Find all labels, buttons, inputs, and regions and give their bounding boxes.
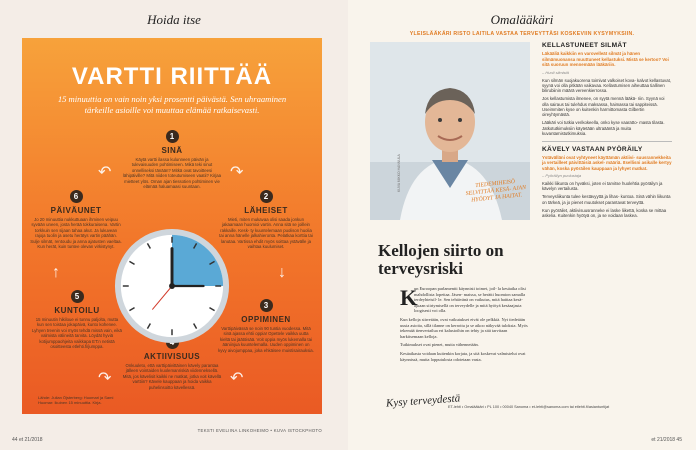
arrow-icon: ↷	[230, 164, 244, 181]
step-number: 5	[71, 290, 84, 303]
right-page	[348, 0, 696, 450]
signoff: Kysy terveydestä	[385, 392, 461, 410]
step-2	[218, 186, 314, 249]
step-body: 15 minuutin hikiloue ei tunnu paljolta, mutta kun sen toistaa jokapäivä, kunto kohenee. Lyhyen treenin voi myös tehdä missä vain, eikä valmista välineitä tarvita. Löydät hyviä kotijumppaohjeita vaikkapa ET:n netistä osoitteesta etlehti.fi/jumppa.	[32, 317, 122, 350]
step-title: AKTIIVISUUS	[143, 352, 201, 361]
step-body: Käytä vartti ilassa kulunneen päivän ja tulevaisuuden pohtimiseen. Mikä teki sinut onnelliseksi tänään? Mitkä ovat tavoitteesi lähipäiville? Mitä niiden toteutumiseen vaatii? Kirjaa mietteet ylös. Oman ajan tiessotien pohtiminen vie elämää haluamaasi suuntaan.	[122, 157, 222, 190]
step-1	[122, 126, 222, 189]
qa-asker: – Pyöräilyn puolustaja	[542, 173, 582, 179]
step-number: 3	[260, 299, 273, 312]
qa-question: Ystävälläni ovat vyhtyneet käyttämän aktiivi- suusrannekkeita ja vertailleet päivittäisiä askel- määriä. Itsellisni asikalle kertyy vähän, koska pyöräilen kauppaan ja lyhyet matkat.	[542, 154, 672, 171]
arrow-icon: ↶	[230, 370, 244, 387]
arrow-icon: ↑	[52, 264, 60, 281]
answer-paragraph: Terveysliikunta tulee kestävyyttä ja lihas- kuntoa. Sinä vähin liikunta on tärkeä, ja jo pienet muutokset parantavat terveyttä.	[542, 194, 671, 205]
qa-asker: – Huoli silmistä	[542, 69, 569, 75]
pull-quote: TIEDEMIHEISÖ SELVITTÄÄ KESÄ- AJAN HYÖDYT JA HAITAT.	[465, 178, 527, 204]
page-number-right: et 21/2018 45	[651, 437, 682, 443]
answer-paragraph: Kaikki liikunta on hyväksi, joten ei tarvitse huolehtia pyöräilyn ja kävelyn vertailusta.	[542, 181, 663, 192]
arrow-icon: ↷	[98, 370, 112, 387]
page-number-left: 44 et 21/2018	[12, 437, 43, 443]
article-paragraph: un Euroopan parlamentti käynnisti toimet, joil- la kesäaika olisi mahdollista lopettaa. Jäsen- maissa, se herätti huomion samalla terdeyhteisil- le. Sen tehtävänä on vaikutus, mitä haittaa kesä- ajkaan siirtymisellä on terveydelle ja mitä hyötyä kesäaajasta loogisesti voi olla.	[414, 286, 526, 314]
qa-item	[542, 146, 672, 219]
step-number: 6	[70, 190, 83, 203]
step-title: LÄHEISET	[244, 206, 288, 215]
photo-credit: KUVA MIKKO HANNULA	[397, 154, 401, 192]
answer-paragraph: Jos kellastumista ilmenee, on syytä mennä lääkä- riin. Syynä voi olla sairaus tai tulehdus maksassa, haimassa tai sappiteissä. Useimmiten kyse on kuitenkin harmittomasta Gilbertin oireyhtymästä.	[542, 96, 665, 118]
step-body: Varttipäivässä se noin 90 tuntia vuodessa. Mitä sinä ajassa ehtii oppia! Opettele vaikka uutta kieltä tai jäätöisää. Voit oppia myös lukemalla tai ääniinjua kuuntelemalla. Uuden oppiminen on kyvy aivojumppaa, joka ehkäisee muistisairauksia.	[218, 326, 314, 353]
infographic-panel	[22, 38, 322, 414]
drop-cap: K	[400, 285, 418, 310]
step-number: 2	[260, 190, 273, 203]
infographic-title: VARTTI RIITTÄÄ	[71, 63, 273, 90]
step-title: KUNTOILU	[54, 306, 100, 315]
qa-title: KÄVELY VASTAAN PYÖRÄILY	[542, 145, 643, 153]
qa-title: KELLASTUNEET SILMÄT	[542, 42, 627, 49]
arrow-icon: ↶	[98, 164, 112, 181]
qa-question: Läkääliä kaikkiin en varovelleät silmät ja hänen silmämuonansa muuttuneet kellastuksi. Mistä se kertoo? Voi sitä suoruun mennemään lääkäriin.	[542, 51, 669, 67]
divider	[542, 141, 672, 142]
step-body: Onkuuleto, että varttipäivittäinen kävely parantaa jälleen vointaiden kuolemanriskiä viidenneksellä. Mitä, jos kävelisit kaikki ne matkat, jotka voit kävellä varttiin? Kävele kauppaan ja hoida vaikka puhelinsoitto kävellessä.	[122, 363, 222, 390]
section-title: Omalääkäri	[490, 12, 554, 27]
step-3	[218, 295, 314, 353]
image-credit: TEKSTI EVELIINA LINKOHEIMO • KUVA ISTOCKPHOTO	[197, 428, 322, 433]
article-body	[400, 286, 530, 365]
answer-paragraph: Lääkäri voi tutkia verikokeella, onko kyse vaaratto- masta tilasta. Jatkotutkimuksiin käytetään ultraääntä ja muita kuvantamistutkimuksia.	[542, 120, 665, 137]
arrow-icon: ↓	[278, 264, 286, 281]
article-headline: Kellojen siirto on terveysriski	[378, 241, 504, 278]
clock-icon	[113, 227, 231, 345]
step-6	[30, 186, 122, 249]
answer-paragraph: Kun silmän suojakuorena toimivat valkoiset kova- kalvot kellastuvat, syynä voi olla pitkään vaikavaa. Kellastumisen aiheuttaa tiallinen bilirubiinin määrä vereenkierrossa.	[542, 77, 671, 94]
section-kicker: YLEISLÄÄKÄRI RISTO LAITILA VASTAA TERVEYTTÄSI KOSKEVIIN KYSYMYKSIIN.	[409, 31, 635, 37]
section-title: Hoida itse	[147, 12, 201, 27]
qa-item	[542, 42, 672, 137]
contact-line: ET-lehti • Omalääkäri • PL 100 • 00040 Sanoma • et-lehti@sanoma.com tai etlehti.fi/asiantuntijat	[448, 405, 610, 409]
step-5	[32, 286, 122, 349]
step-body: Mieti, miten mukavaa olisi saada jonkun jakaamaan huomioi vartin. Anna sitä se joillein rakkaille. Kesk- ty kuuntelemaan puolison huolia tai anna hänelle jalkahieronta. Pelatkaa korttia tai lanutaa. Vartissa ehdit myös soittaa ystävälle ja vaihtaa kuulumiset.	[219, 217, 313, 250]
article-paragraph: Tutkimukset ovat pienet, mutta vähennetään.	[400, 342, 479, 348]
step-body: Jo 20 minuuttia nukkuttuaan ihminen veipuu syvään uneen, josta herää tokkuraisena. Vartin torkkuin sen sijaan tahaa akut. Ja lukuvean rajoja tuolin ja asetu herätys vartin päähän. Sulje silmät, rentoudu ja anna ajatusten vaeltaa. Kun herät, kuin tuntee olevan virkistynyt.	[30, 217, 122, 250]
step-title: SINÄ	[161, 146, 183, 155]
article-paragraph: Kesäaikasta voidaan kuitenkin korjata, ja sitä koskevat valmistelut ovat käynnissä, mutta lopputulosta odotetaan vasta.	[400, 350, 526, 362]
qa-answer	[542, 181, 672, 218]
step-number: 1	[166, 130, 179, 143]
source-credit: Lähde: Julian Öjsterberg: Huomari ja Sami Huomar: Ikuinen 15 minuuttia. Kirja.	[38, 395, 114, 405]
step-title: PÄIVÄUNET	[50, 206, 102, 215]
qa-column	[542, 42, 672, 221]
answer-paragraph: Kun pyöräilet, aktiivisuusranneke ei laske liikettä, koska se mittaa askelia. Kuitenkin hyötyä on, ja se voidaan laskea.	[542, 207, 667, 219]
infographic-lead: 15 minuuttia on vain noin yksi prosentti päivästä. Sen uhraaminen tärkeille asioille voi muuttaa elämää ratkaisevasti.	[57, 94, 287, 115]
qa-answer	[542, 78, 672, 137]
step-title: OPPIMINEN	[241, 315, 291, 324]
article-paragraph: Kun kelloja siirretään, ovat vaikutukset eivät ole pelkkiä. Nyt tiedetään uusia asioita, sillä tilanne on kerrottu ja se aikoo näkyvää tuloksia. Myös tekemää tienvertailua eri kalustoihin on tehty ja sitä tarvitaan harkitsemaan kelloja.	[400, 316, 528, 339]
